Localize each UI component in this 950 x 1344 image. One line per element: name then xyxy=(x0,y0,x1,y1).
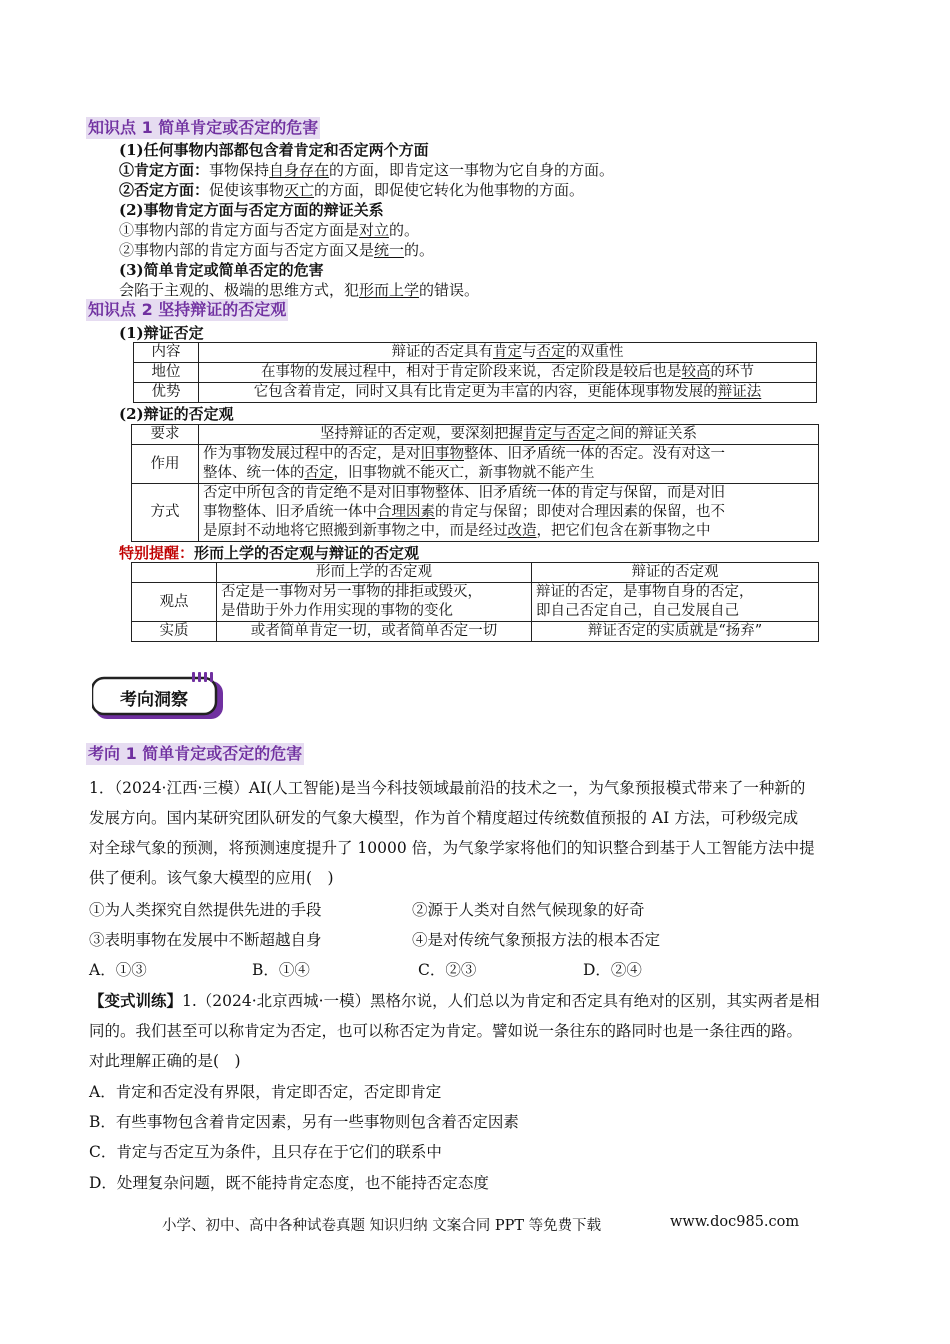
table-negation-comparison xyxy=(131,562,819,642)
question-line: 对全球气象的预测，将预测速度提升了 10000 倍，为气象学家将他们的知识整合到基于人工智能方法中提 xyxy=(89,839,815,857)
section-title-kp1: 知识点 1 简单肯定或否定的危害 xyxy=(88,118,319,137)
variant-choice-a: A．肯定和否定没有界限，肯定即否定，否定即肯定 xyxy=(89,1083,442,1101)
kp1-line4: (2)事物肯定方面与否定方面的辩证关系 xyxy=(119,201,384,219)
question-line: 【变式训练】1.（2024·北京西城·一模）黑格尔说，人们总以为肯定和否定具有绝对的区别，其实两者是相 xyxy=(89,991,820,1010)
table-cell: 实质 xyxy=(132,622,217,642)
table-header: 辩证的否定观 xyxy=(532,563,819,583)
table-row xyxy=(132,583,819,622)
table-cell: 地位 xyxy=(134,363,199,383)
kp1-line3: ②否定方面：促使该事物灭亡的方面，即促使它转化为他事物的方面。 xyxy=(119,181,585,199)
table-row xyxy=(134,383,817,403)
table-cell: 否定是一事物对另一事物的排拒或毁灭， 是借助于外力作用实现的事物的变化 xyxy=(217,583,532,622)
question-line: 同的。我们甚至可以称肯定为否定，也可以称否定为肯定。譬如说一条往东的路同时也是一条往西的路。 xyxy=(89,1022,803,1040)
table-cell: 方式 xyxy=(132,484,199,542)
question-line: 对此理解正确的是( ) xyxy=(89,1052,241,1070)
section-badge xyxy=(92,672,228,722)
kp2-sub2: (2)辩证的否定观 xyxy=(119,405,234,423)
table-cell: 观点 xyxy=(132,583,217,622)
variant-choice-b: B．有些事物包含着肯定因素，另有一些事物则包含着否定因素 xyxy=(89,1113,519,1131)
statement-1: ①为人类探究自然提供先进的手段 xyxy=(89,901,322,919)
choice-b: B．①④ xyxy=(252,961,310,979)
reminder-label: 特别提醒： xyxy=(119,544,195,562)
reminder-text: 形而上学的否定观与辩证的否定观 xyxy=(194,544,420,562)
section-title-kp2: 知识点 2 坚持辩证的否定观 xyxy=(88,300,287,319)
statement-4: ④是对传统气象预报方法的根本否定 xyxy=(412,931,661,949)
variant-choice-c: C．肯定与否定互为条件，且只存在于它们的联系中 xyxy=(89,1143,442,1161)
section-title-kx1: 考向 1 简单肯定或否定的危害 xyxy=(88,744,303,763)
table-cell: 作用 xyxy=(132,445,199,484)
table-cell: 辩证的否定具有肯定与否定的双重性 xyxy=(199,343,817,363)
table-cell: 要求 xyxy=(132,425,199,445)
table-cell: 坚持辩证的否定观，要深刻把握肯定与否定之间的辩证关系 xyxy=(199,425,819,445)
table-cell: 辩证的否定，是事物自身的否定， 即自己否定自己，自己发展自己 xyxy=(532,583,819,622)
kp1-line2: ①肯定方面：事物保持自身存在的方面，即肯定这一事物为它自身的方面。 xyxy=(119,161,615,179)
table-cell: 或者简单肯定一切，或者简单否定一切 xyxy=(217,622,532,642)
footer-text: 小学、初中、高中各种试卷真题 知识归纳 文案合同 PPT 等免费下载 xyxy=(162,1218,602,1234)
kp1-line8: 会陷于主观的、极端的思维方式，犯形而上学的错误。 xyxy=(119,281,480,299)
statement-2: ②源于人类对自然气候现象的好奇 xyxy=(412,901,645,919)
choice-a: A．①③ xyxy=(89,961,147,979)
table-row xyxy=(132,445,819,484)
table-cell: 在事物的发展过程中，相对于肯定阶段来说，否定阶段是较后也是较高的环节 xyxy=(199,363,817,383)
kp1-line5: ①事物内部的肯定方面与否定方面是对立的。 xyxy=(119,221,420,239)
special-reminder xyxy=(119,543,419,563)
question-line: 1．（2024·江西·三模）AI(人工智能)是当今科技领域最前沿的技术之一，为气象预报模式带来了一种新的 xyxy=(89,779,806,797)
question-line: 发展方向。国内某研究团队研发的气象大模型，作为首个精度超过传统数值预报的 AI 方法，可秒级完成 xyxy=(89,809,799,827)
statement-3: ③表明事物在发展中不断超越自身 xyxy=(89,931,322,949)
badge-label: 考向洞察 xyxy=(120,690,188,710)
table-dialectical-negation xyxy=(133,342,817,403)
table-row xyxy=(134,343,817,363)
table-cell: 优势 xyxy=(134,383,199,403)
choice-c: C．②③ xyxy=(418,961,477,979)
question-line: 供了便利。该气象大模型的应用( ) xyxy=(89,869,334,887)
table-negation-view xyxy=(131,424,819,542)
table-row xyxy=(132,622,819,642)
variant-question xyxy=(89,986,820,1076)
choice-d: D．②④ xyxy=(583,961,642,979)
variant-choice-d: D．处理复杂问题，既不能持肯定态度，也不能持否定态度 xyxy=(89,1174,489,1192)
kp2-sub1: (1)辩证否定 xyxy=(119,324,204,342)
table-row xyxy=(132,425,819,445)
kp1-line6: ②事物内部的肯定方面与否定方面又是统一的。 xyxy=(119,241,435,259)
question-1 xyxy=(89,773,815,893)
table-row xyxy=(134,363,817,383)
kp1-line7: (3)简单肯定或简单否定的危害 xyxy=(119,261,324,279)
table-cell: 它包含着肯定，同时又具有比肯定更为丰富的内容，更能体现事物发展的辩证法 xyxy=(199,383,817,403)
table-cell: 作为事物发展过程中的否定，是对旧事物整体、旧矛盾统一体的否定。没有对这一 整体、统一体的否定，旧事物就不能灭亡，新事物就不能产生 xyxy=(199,445,819,484)
table-cell: 否定中所包含的肯定绝不是对旧事物整体、旧矛盾统一体的肯定与保留，而是对旧 事物整体、旧矛盾统一体中合理因素的肯定与保留；即使对合理因素的保留，也不 是原封不动地将它照搬到新事物之中，而是经过改造，把它们包含在新事物之中 xyxy=(199,484,819,542)
table-row xyxy=(132,563,819,583)
table-cell: 内容 xyxy=(134,343,199,363)
kp1-body xyxy=(119,140,614,300)
kp1-line1: (1)任何事物内部都包含着肯定和否定两个方面 xyxy=(119,141,429,159)
footer-link[interactable]: www.doc985.com xyxy=(670,1214,800,1230)
table-header: 形而上学的否定观 xyxy=(217,563,532,583)
variant-label: 【变式训练】 xyxy=(89,991,183,1010)
table-row xyxy=(132,484,819,542)
table-cell xyxy=(132,563,217,583)
table-cell: 辩证否定的实质就是“扬弃” xyxy=(532,622,819,642)
